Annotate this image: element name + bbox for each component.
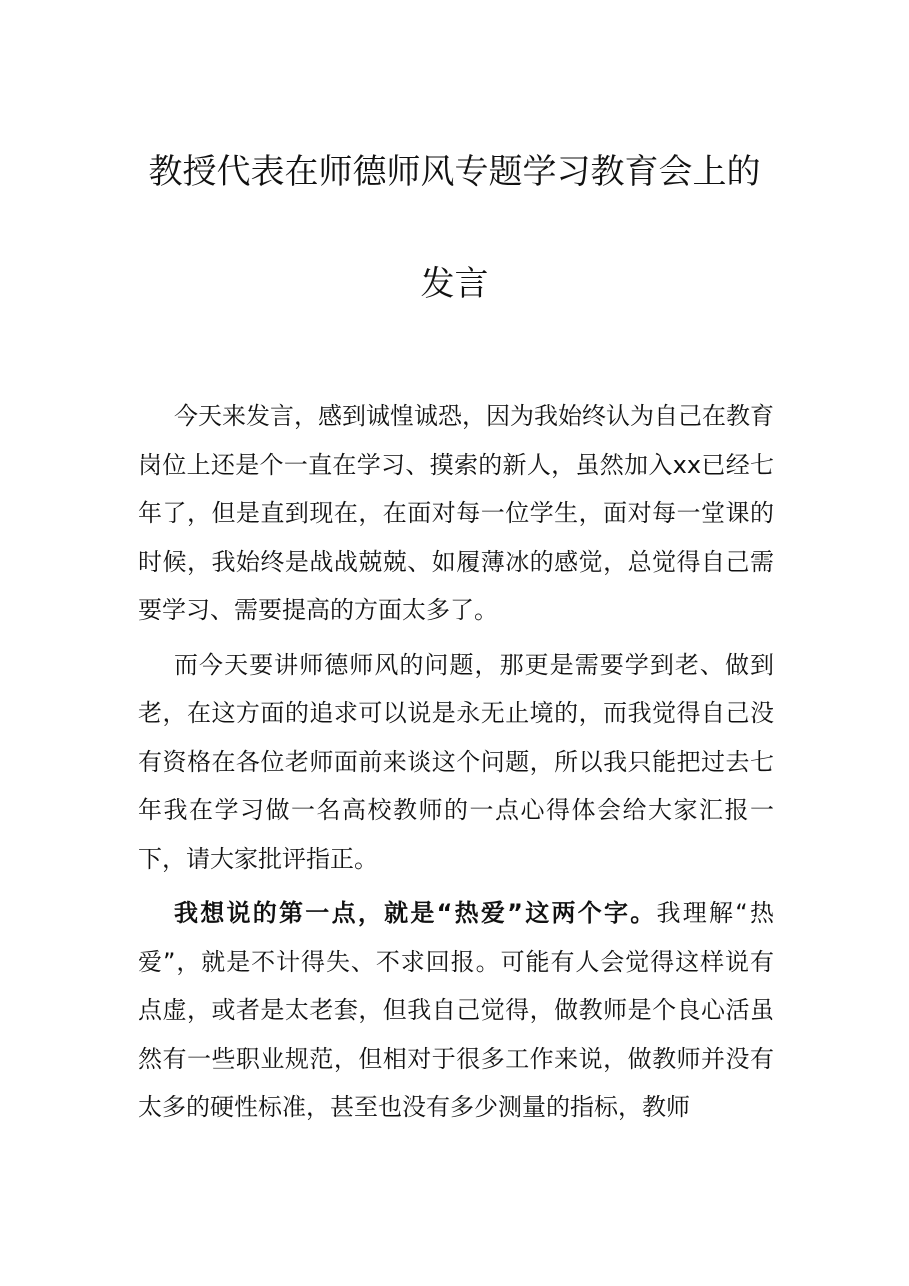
paragraph-3-lead: 我想说的第一点，就是“热爱”这两个字。 <box>174 899 657 927</box>
paragraph-1 <box>138 392 774 635</box>
paragraph-3 <box>138 889 774 1132</box>
paragraph-2 <box>138 641 774 884</box>
document-title-line-1: 教授代表在师德师风专题学习教育会上的 <box>148 152 761 192</box>
paragraph-2-text: 而今天要讲师德师风的问题，那更是需要学到老、做到老，在这方面的追求可以说是永无止境的，而我觉得自己没有资格在各位老师面前来谈这个问题，所以我只能把过去七年我在学习做一名高校教师的一点心得体会给大家汇报一下，请大家批评指正。 <box>138 650 774 873</box>
document-title-line-2: 发言 <box>420 264 489 304</box>
document-body <box>138 392 774 1132</box>
paragraph-1-text: 今天来发言，感到诚惶诚恐，因为我始终认为自己在教育岗位上还是个一直在学习、摸索的新人，虽然加入xx已经七年了，但是直到现在，在面对每一位学生，面对每一堂课的时候，我始终是战战兢兢、如履薄冰的感觉，总觉得自己需要学习、需要提高的方面太多了。 <box>138 402 774 624</box>
paragraph-3-text: 我理解“热爱”，就是不计得失、不求回报。可能有人会觉得这样说有点虚，或者是太老套，但我自己觉得，做教师是个良心活虽然有一些职业规范，但相对于很多工作来说，做教师并没有太多的硬性标准，甚至也没有多少测量的指标，教师 <box>138 899 774 1121</box>
